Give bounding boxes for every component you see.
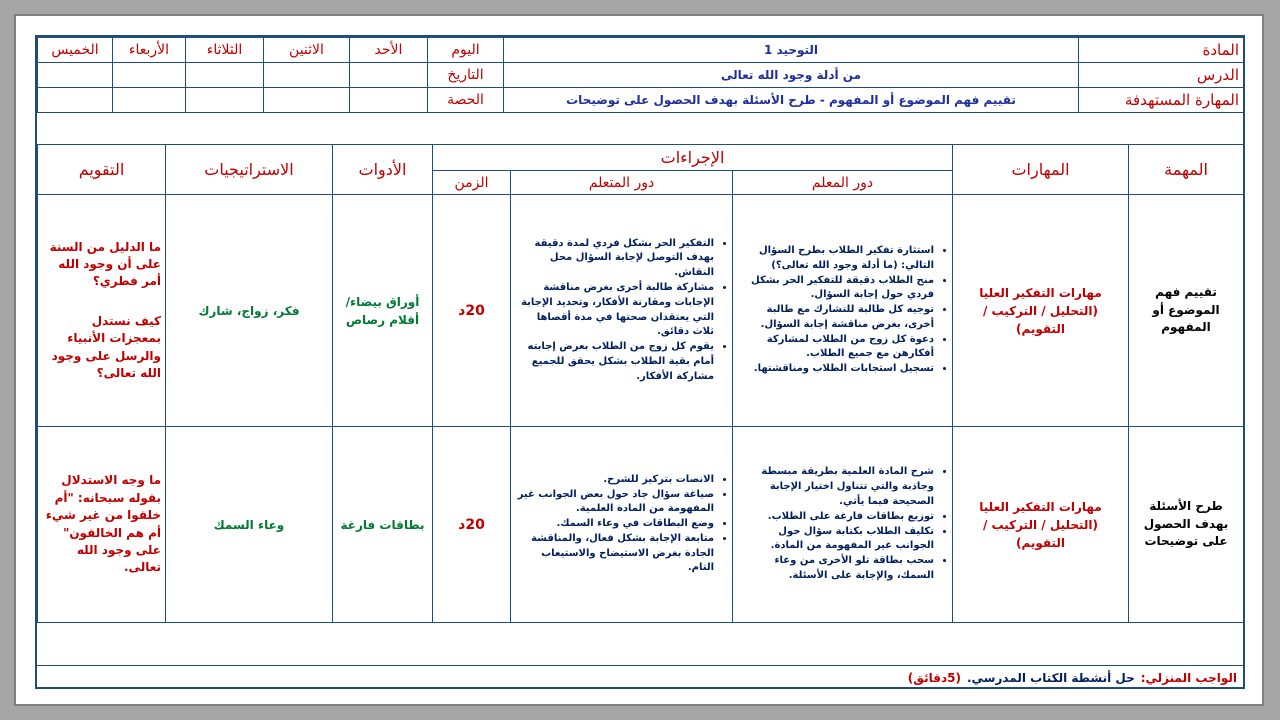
task-cell: تقييم فهم الموضوع أو المفهوم (1129, 195, 1244, 427)
target-skill-value: تقييم فهم الموضوع أو المفهوم - طرح الأسئلة بهدف الحصول على توضيحات (504, 88, 1079, 113)
period-cell (350, 88, 428, 113)
tools-cell: أوراق بيضاء/ أقلام رصاص (333, 195, 433, 427)
tools-cell: بطاقات فارغة (333, 427, 433, 623)
target-skill-label: المهارة المستهدفة (1079, 88, 1244, 113)
list-item: • متابعة الإجابة بشكل فعال، والمناقشة الجادة بغرض الاستيضاح والاستيعاب التام. (515, 532, 714, 576)
strategy-cell: فكر، زواج، شارك (166, 195, 333, 427)
date-cell (186, 63, 264, 88)
col-time: الزمن (433, 171, 511, 195)
time-cell: 20د (433, 195, 511, 427)
list-item: • دعوة كل زوج من الطلاب لمشاركة أفكارهن مع جميع الطلاب. (737, 333, 934, 363)
list-item: • وضع البطاقات في وعاء السمك. (515, 517, 714, 532)
list-item: • تكليف الطلاب بكتابة سؤال حول الجوانب غير المفهومة من المادة. (737, 525, 934, 555)
teacher-role-cell (733, 195, 953, 427)
learner-role-cell (511, 427, 733, 623)
lesson-plan-sheet (35, 35, 1245, 689)
list-item: • توزيع بطاقات فارغة على الطلاب. (737, 510, 934, 525)
list-item: • تسجيل استجابات الطلاب ومناقشتها. (737, 362, 934, 377)
table-row (38, 195, 1244, 427)
list-item: • سحب بطاقة تلو الأخرى من وعاء السمك، والإجابة على الأسئلة. (737, 554, 934, 584)
evaluation-cell (38, 427, 166, 623)
homework-text: حل أنشطة الكتاب المدرسي. (966, 670, 1135, 685)
col-evaluation: التقويم (38, 145, 166, 195)
evaluation-cell (38, 195, 166, 427)
spacer-row (37, 112, 1243, 145)
subject-label: المادة (1079, 38, 1244, 63)
skills-cell: مهارات التفكير العليا (التحليل / التركيب / التقويم) (953, 427, 1129, 623)
day-sunday: الأحد (350, 38, 428, 63)
list-item: • توجيه كل طالبة للتشارك مع طالبة أخرى، بغرض مناقشة إجابة السؤال. (737, 303, 934, 333)
homework-bar (37, 665, 1243, 689)
col-skills: المهارات (953, 145, 1129, 195)
col-tools: الأدوات (333, 145, 433, 195)
period-cell (38, 88, 113, 113)
list-item: • استثارة تفكير الطلاب بطرح السؤال التالي: (ما أدلة وجود الله تعالى؟) (737, 244, 934, 274)
day-label: اليوم (428, 38, 504, 63)
evaluation-question: ما وجه الاستدلال بقوله سبحانه: "أم خلقوا من غير شيء أم هم الخالقون" على وجود الله تعالى. (45, 473, 161, 575)
col-task: المهمة (1129, 145, 1244, 195)
list-item: • التفكير الحر بشكل فردي لمدة دقيقة بهدف التوصل لإجابة السؤال محل النقاش. (515, 237, 714, 281)
time-cell: 20د (433, 427, 511, 623)
list-item: • الانصات بتركيز للشرح. (515, 473, 714, 488)
list-item: • يقوم كل زوج من الطلاب بعرض إجابته أمام بقية الطلاب بشكل يحقق للجميع مشاركة الأفكار. (515, 340, 714, 384)
evaluation-question: كيف نستدل بمعجزات الأنبياء والرسل على وجود الله تعالى؟ (51, 313, 161, 380)
list-item: • صياغة سؤال جاد حول بعض الجوانب غير المفهومة من المادة العلمية. (515, 488, 714, 518)
period-cell (113, 88, 186, 113)
strategy-cell: وعاء السمك (166, 427, 333, 623)
subject-value: التوحيد 1 (504, 38, 1079, 63)
lesson-label: الدرس (1079, 63, 1244, 88)
skills-cell: مهارات التفكير العليا (التحليل / التركيب / التقويم) (953, 195, 1129, 427)
day-wednesday: الأربعاء (113, 38, 186, 63)
col-strategies: الاستراتيجيات (166, 145, 333, 195)
day-thursday: الخميس (38, 38, 113, 63)
teacher-role-cell (733, 427, 953, 623)
procedures-table (37, 144, 1244, 623)
date-cell (113, 63, 186, 88)
period-cell (186, 88, 264, 113)
day-tuesday: الثلاثاء (186, 38, 264, 63)
list-item: • مشاركة طالبة أخرى بغرض مناقشة الإجابات ومقارنة الأفكار، وتحديد الإجابة التي يعتقدان صحتها في مدة أقصاها ثلاث دقائق. (515, 281, 714, 340)
list-item: • شرح المادة العلمية بطريقة مبسطة وجاذبة والتي تتناول اختيار الإجابة الصحيحة فيما يأتي. (737, 465, 934, 509)
date-cell (350, 63, 428, 88)
period-label: الحصة (428, 88, 504, 113)
header-table (37, 37, 1244, 113)
learner-role-cell (511, 195, 733, 427)
page-frame (14, 14, 1264, 706)
homework-duration: (5دقائق) (907, 670, 961, 685)
date-cell (264, 63, 350, 88)
col-learner-role: دور المتعلم (511, 171, 733, 195)
evaluation-question: ما الدليل من السنة على أن وجود الله أمر فطري؟ (49, 239, 161, 289)
list-item: • منح الطلاب دقيقة للتفكير الحر بشكل فردي حول إجابة السؤال. (737, 274, 934, 304)
col-procedures: الإجراءات (433, 145, 953, 171)
date-cell (38, 63, 113, 88)
col-teacher-role: دور المعلم (733, 171, 953, 195)
day-monday: الاثنين (264, 38, 350, 63)
table-row (38, 427, 1244, 623)
task-cell: طرح الأسئلة بهدف الحصول على توضيحات (1129, 427, 1244, 623)
date-label: التاريخ (428, 63, 504, 88)
lesson-value: من أدلة وجود الله تعالى (504, 63, 1079, 88)
homework-label: الواجب المنزلي: (1140, 670, 1237, 685)
period-cell (264, 88, 350, 113)
